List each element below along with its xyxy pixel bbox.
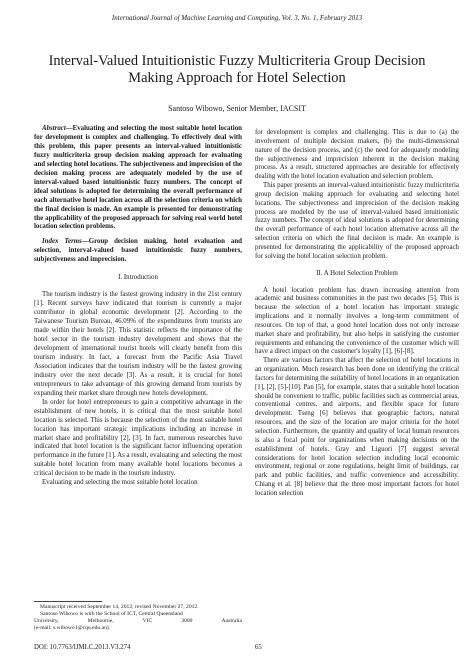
footnote <box>34 604 242 632</box>
address-part: University, <box>34 617 59 624</box>
index-terms-label: Index Terms <box>42 238 82 246</box>
paragraph: Evaluating and selecting the most suitable hotel location <box>42 479 198 487</box>
address-part: VIC <box>142 617 153 624</box>
journal-header: International Journal of Machine Learning and Computing, Vol. 3, No. 1, February 2013 <box>111 14 363 22</box>
footnote-address <box>34 618 242 625</box>
address-part: Melbourne, <box>87 617 114 624</box>
paragraph: There are various factors that affect the selection of hotel locations in an organization. Much research has been done on identifying the critical factors for determining the suitability of hotel locations in an organization [1], [2], [5]-[10]. Pan [5], for example, states that a suitable hotel location should be convenient to traffic, public facilities such as commercial areas, conventional centres, and airports, and flexible space for future development. Tseng [6] believes that geographic factors, natural resources, and the size of the location are major criteria for the hotel selection. Furthermore, the quantity and quality of local human resources is also a focal point for organizations when making decisions on the establishment of hotels. Gray and Liguori [7] suggest several considerations for hotel location selection including local economic environment, regional or zone regulations, height limit of buildings, car park and public facilities, and traffic convenience and accessibility. Chiang et al. [8] believe that the three most important factors for hotel location selection <box>255 357 459 497</box>
index-terms <box>34 238 242 265</box>
paragraph: This paper presents an interval-valued intuitionistic fuzzy multicriteria group decision making approach for evaluating and selecting hotel locations. The subjectiveness and imprecision of the decision making process are modeled by the use of interval-valued based intuitionistic fuzzy numbers. The concept of ideal solutions is adopted for determining the overall performance of each hotel location alternative across all the selection criteria on which the final decision is made. An example is presented for demonstrating the applicability of the proposed approach for solving the hotel location selection problem. <box>255 182 459 260</box>
index-terms-text: —Group decision making, hotel evaluation and selection, interval-valued based intuitionistic fuzzy numbers, subjectiveness and imprecision. <box>34 238 242 264</box>
address-part: 3000 <box>181 617 193 624</box>
author-line: Santoso Wibowo, Senior Member, IACSIT <box>168 104 306 113</box>
footnote-line: Santoso Wibowo is with the School of ICT, Central Queensland <box>40 610 183 617</box>
abstract <box>34 125 242 232</box>
paragraph: The tourism industry is the fastest growing industry in the 21st century [1]. Recent surveys have indicated that tourism is currently a major contributor in global economic development [2]. According to the Taiwanese Tourism Bureau, 46.09% of the expenditures from tourists are made within their hotels [2]. This statistic reflects the importance of the hotel sector in the tourism industry development and shows that the development of international tourist hotels will clearly benefit from this tourism industry. In fact, a forecast from the Pacific Asia Travel Association indicates that the tourism industry will be the fastest growing industry over the next decade [3]. As a result, it is crucial for hotel entrepreneurs to take advantage of this growing demand from tourists by expanding their market share through new hotels development. <box>34 291 242 397</box>
paragraph: In order for hotel entrepreneurs to gain a competitive advantage in the establishment of new hotels, it is critical that the most suitable hotel location is selected. This is because the selection of the most suitable hotel location has important strategic implications including an increase in market share and profitability [2], [3]. In fact, numerous researches have indicated that hotel location is the significant factor influencing operation performance in the future [1]. As a result, evaluating and selecting the most suitable hotel location from many available hotel locations becomes a critical decision to be made in the tourism industry. <box>34 398 242 478</box>
right-column <box>255 129 459 499</box>
page-number: 65 <box>255 644 262 651</box>
doi: DOI: 10.7763/IJMLC.2013.V3.274 <box>34 644 131 651</box>
footnote-divider <box>34 601 102 602</box>
footnote-email: (e-mail: s.wibowo1@cqu.edu.au). <box>34 624 111 631</box>
paper-title: Interval-Valued Intuitionistic Fuzzy Multicriteria Group Decision Making Approach for Hotel Selection <box>48 53 426 86</box>
abstract-text: —Evaluating and selecting the most suitable hotel location for development is complex and challenging. To effectively deal with this problem, this paper presents an interval-valued intuitionistic fuzzy multicriteria group decision making approach for evaluating and selecting hotel locations. The subjectiveness and imprecision of the decision making process are adequately modeled by the use of interval-valued based intuitionistic fuzzy numbers. The concept of ideal solutions is adopted for determining the overall performance of each alternative hotel location across all the selection criteria on which the final decision is made. An example is presented for demonstrating the applicability of the proposed approach for solving real world hotel location selection problems. <box>34 125 242 231</box>
abstract-label: Abstract <box>42 125 66 132</box>
section-heading-hotel-selection: II. A Hotel Selection Problem <box>316 269 398 277</box>
section-heading-introduction: I. Introduction <box>118 274 158 282</box>
left-column <box>34 125 242 488</box>
footnote-line: Manuscript received September 14, 2012; revised November 27, 2012. <box>40 604 199 610</box>
address-part: Australia <box>221 617 242 624</box>
paragraph: for development is complex and challenging. This is due to (a) the involvement of multiple decision makers, (b) the multi-dimensional nature of the decision process, and (c) the need for adequately modeling the subjectiveness and imprecision inherent in the decision making process. As a result, structured approaches are desirable for effectively dealing with the hotel location evaluation and selection problem. <box>255 129 459 181</box>
paragraph: A hotel location problem has drawn increasing attention from academic and business communities in the past two decades [5]. This is because the selection of a hotel location has important strategic implications and it normally involves a long-term commitment of resources. On top of that, a good hotel location does not only increase market share and profitability, but also helps in satisfying the customer requirements and enhancing the convenience of the customer which will have a direct impact on the customer's loyalty [1], [6]-[8]. <box>255 286 459 356</box>
